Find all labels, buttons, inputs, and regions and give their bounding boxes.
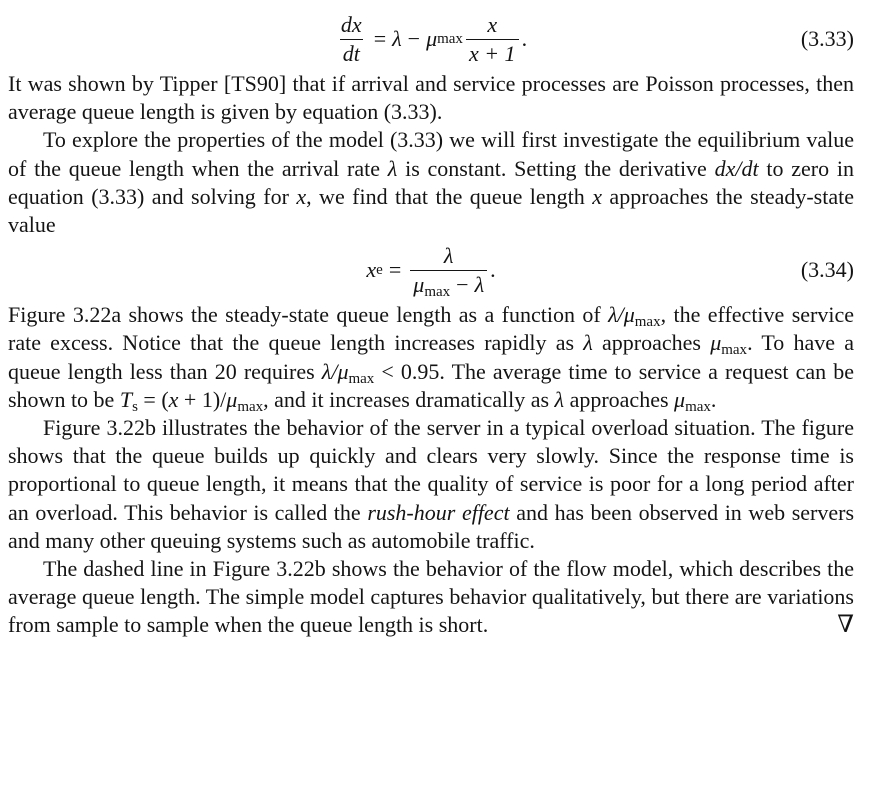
equation-3-33: $\frac{dx}{dt}$ = λ − μ max $\frac{x}{x + 1}$ . (3.33) [8,8,854,70]
steady-state-fraction: $\frac{\lambda}{\mu_{max} - \lambda}$ [410,243,487,298]
paragraph-3: Figure 3.22a shows the steady-state queue length as a function of $\lambda/\mu_{max}$, the effective service rate excess. Notice that the queue length increases rapidly as λ approaches $\mu_{max}$. To have a queue length less than 20 requires $\lambda/\mu_{max} < 0.95$. The average time to service a request can be shown to be $T_s = (x + 1)/\mu_{max}$, and it increases dramatically as λ approaches $\mu_{max}$. [8,302,854,415]
equation-number: (3.34) [800,257,854,283]
queue-fraction: $\frac{x}{x + 1}$ [466,12,519,67]
paragraph-2: To explore the properties of the model (3.33) we will first investigate the equilibrium value of the queue length when the arrival rate λ is constant. Setting the derivative dx/dt to zero in equation (3.33) and solving for x, we find that the queue length x approaches the steady-state value [8,127,854,238]
paragraph-4: Figure 3.22b illustrates the behavior of the server in a typical overload situation. The figure shows that the queue builds up quickly and clears very slowly. Since the response time is proportional to queue length, it means that the quality of service is poor for a long period after an overload. This behavior is called the rush-hour effect and has been observed in web servers and many other queuing systems such as automobile traffic. [8,415,855,553]
derivative-fraction: $\frac{dx}{dt}$ [340,11,362,66]
end-of-example-icon: ∇ [837,612,854,639]
equation-3-34: x e = $\frac{\lambda}{\mu_{max} - \lambda}$ . (3.34) [366,242,854,300]
paragraph-5: The dashed line in Figure 3.22b shows the behavior of the flow model, which describes the average queue length. The simple model captures behavior qualitatively, but there are variations from sample to sample when the queue length is short. ∇ [8,556,854,639]
equation-number: (3.33) [800,25,854,51]
page-content [8,8,854,640]
paragraph-1: It was shown by Tipper [TS90] that if arrival and service processes are Poisson processes, then average queue length is given by equation (3.33). [8,71,854,125]
